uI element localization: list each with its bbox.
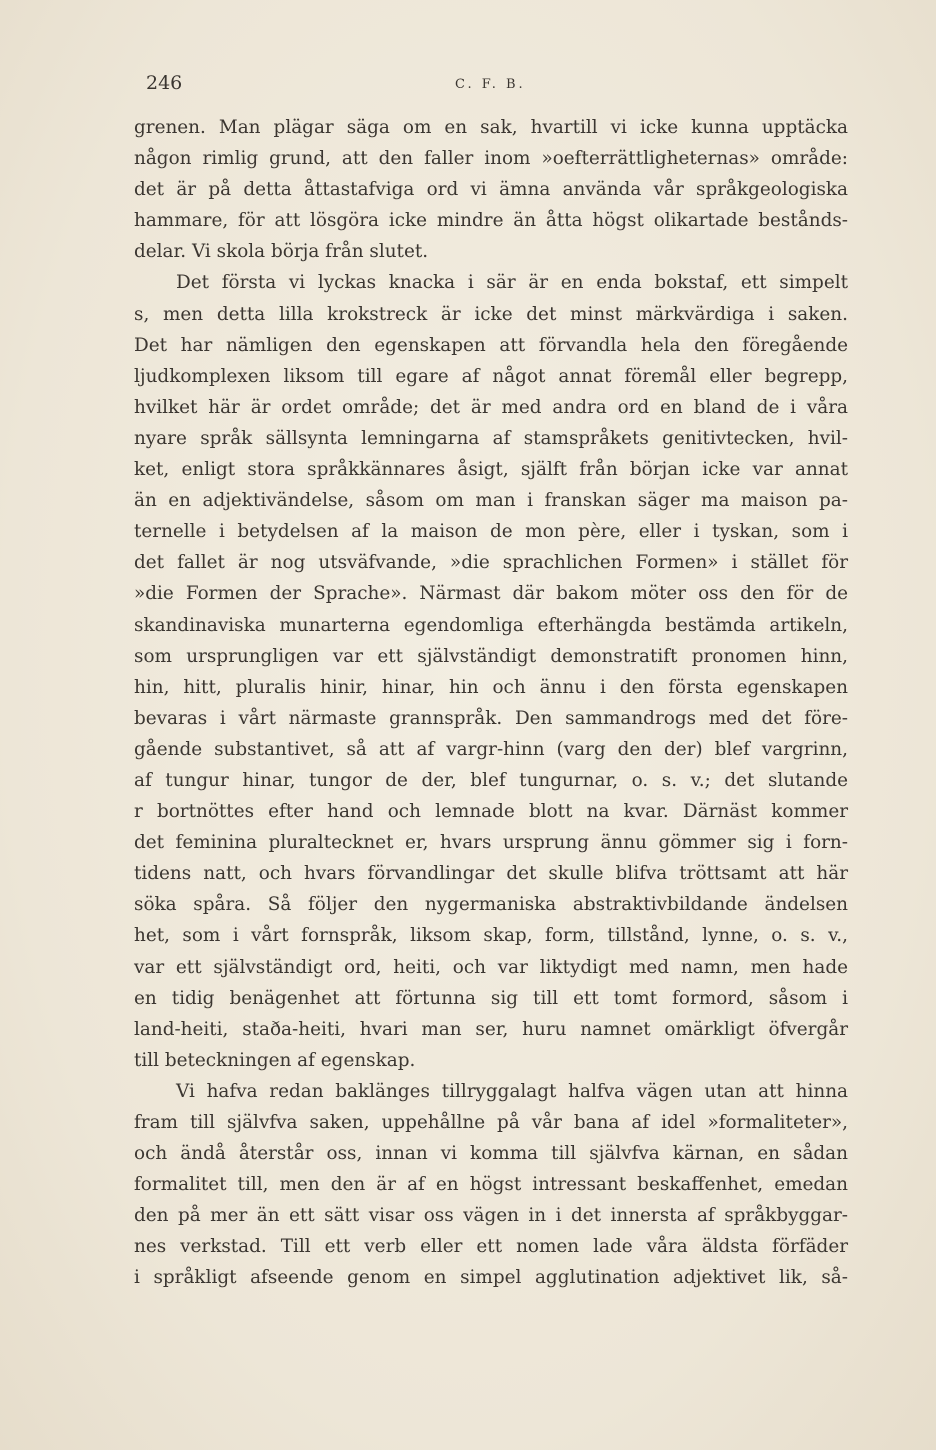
text-line: delar. Vi skola börja från slutet.	[134, 241, 429, 263]
running-head: C. F. B.	[455, 77, 526, 92]
text-line: ket, enligt stora språkkännares åsigt, själft från början icke var annat	[134, 459, 848, 481]
text-line: det fallet är nog utsväfvande, »die sprachlichen Formen» i stället för	[134, 552, 848, 574]
page-header	[146, 72, 846, 102]
text-line: grenen. Man plägar säga om en sak, hvartill vi icke kunna upptäcka	[134, 117, 848, 138]
text-line: den på mer än ett sätt visar oss vägen in i det innersta af språkbyggar-	[134, 1205, 848, 1227]
text-line: till beteckningen af egenskap.	[134, 1049, 416, 1071]
page-number: 246	[146, 72, 183, 94]
text-line: Det har nämligen den egenskapen att förvandla hela den föregående	[134, 334, 848, 356]
text-line: som ursprungligen var ett självständigt demonstratift pronomen hinn,	[134, 645, 848, 667]
text-line: bevaras i vårt närmaste grannspråk. Den sammandrogs med det före-	[134, 707, 848, 729]
text-line: nyare språk sällsynta lemningarna af stamspråkets genitivtecken, hvil-	[134, 427, 848, 449]
text-line: ternelle i betydelsen af la maison de mon père, eller i tyskan, som i	[134, 521, 848, 543]
text-line: Det första vi lyckas knacka i sär är en enda bokstaf, ett simpelt	[176, 272, 848, 294]
text-line: land-heiti, staða-heiti, hvari man ser, huru namnet omärkligt öfvergår	[134, 1018, 848, 1040]
text-line: s, men detta lilla krokstreck är icke det minst märkvärdiga i saken.	[134, 303, 848, 325]
text-line: hammare, för att lösgöra icke mindre än åtta högst olikartade bestånds-	[134, 210, 848, 232]
text-line: nes verkstad. Till ett verb eller ett nomen lade våra äldsta förfäder	[134, 1236, 848, 1258]
text-line: fram till självfva saken, uppehållne på vår bana af idel »formaliteter»,	[134, 1112, 848, 1133]
text-line: någon rimlig grund, att den faller inom »oefterrättligheternas» område:	[134, 148, 848, 170]
text-line: tidens natt, och hvars förvandlingar det skulle blifva tröttsamt att här	[134, 863, 848, 885]
text-line: ljudkomplexen liksom till egare af något annat föremål eller begrepp,	[134, 365, 848, 387]
text-line: och ändå återstår oss, innan vi komma till självfva kärnan, en sådan	[134, 1143, 848, 1165]
text-line: af tungur hinar, tungor de der, blef tungurnar, o. s. v.; det slutande	[134, 769, 848, 791]
text-line: het, som i vårt fornspråk, liksom skap, form, tillstånd, lynne, o. s. v.,	[134, 925, 848, 947]
text-line: hin, hitt, pluralis hinir, hinar, hin och ännu i den första egenskapen	[134, 676, 848, 698]
text-line: det är på detta åttastafviga ord vi ämna använda vår språkgeologiska	[134, 179, 848, 201]
text-line: söka spåra. Så följer den nygermaniska abstraktivbildande ändelsen	[134, 894, 848, 916]
text-line: skandinaviska munarterna egendomliga efterhängda bestämda artikeln,	[134, 614, 848, 636]
text-line: r bortnöttes efter hand och lemnade blott na kvar. Därnäst kommer	[134, 801, 848, 823]
text-line: det feminina pluraltecknet er, hvars ursprung ännu gömmer sig i forn-	[134, 832, 848, 854]
text-line: gående substantivet, så att af vargr-hinn (varg den der) blef vargrinn,	[134, 738, 848, 760]
text-line: formalitet till, men den är af en högst intressant beskaffenhet, emedan	[134, 1174, 848, 1196]
text-line: en tidig benägenhet att förtunna sig till ett tomt formord, såsom i	[134, 987, 848, 1009]
text-line: »die Formen der Sprache». Närmast där bakom möter oss den för de	[134, 583, 848, 605]
body-text	[134, 112, 848, 1294]
text-line: Vi hafva redan baklänges tillryggalagt halfva vägen utan att hinna	[176, 1080, 848, 1102]
text-line: hvilket här är ordet område; det är med andra ord en bland de i våra	[134, 396, 848, 418]
text-line: var ett självständigt ord, heiti, och var liktydigt med namn, men hade	[134, 956, 848, 978]
text-line: än en adjektivändelse, såsom om man i franskan säger ma maison pa-	[134, 490, 848, 512]
text-line: i språkligt afseende genom en simpel agglutination adjektivet lik, så-	[134, 1267, 848, 1289]
